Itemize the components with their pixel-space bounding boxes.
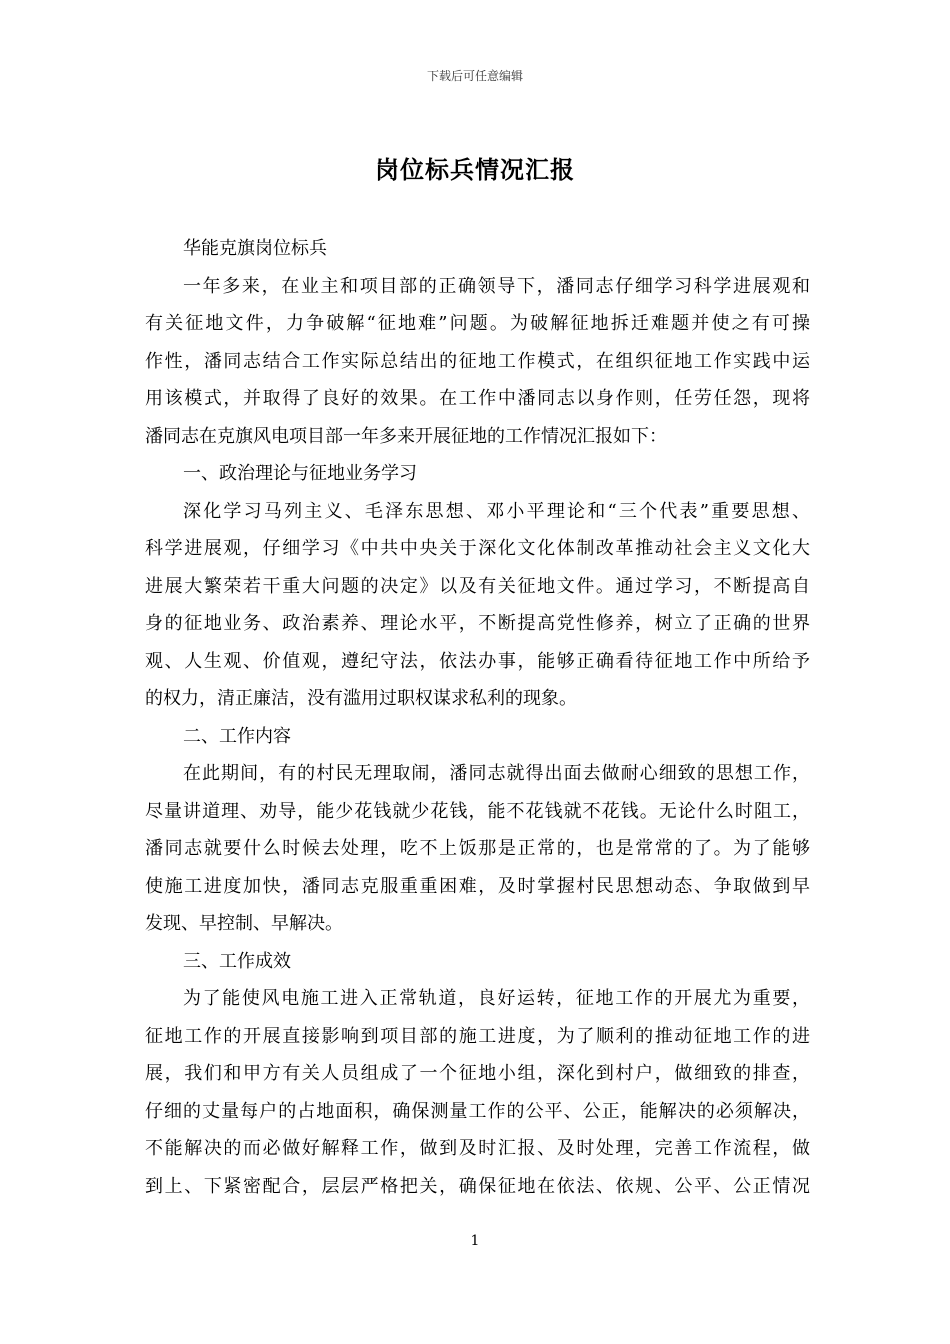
body-text-line: 进展大繁荣若干重大问题的决定》以及有关征地文件。通过学习，不断提高自 <box>145 575 810 597</box>
body-text-line: 潘同志在克旗风电项目部一年多来开展征地的工作情况汇报如下： <box>145 425 667 447</box>
body-text-line: 观、人生观、价值观，遵纪守法，依法办事，能够正确看待征地工作中所给予 <box>145 650 810 672</box>
body-text-line: 到上、下紧密配合，层层严格把关，确保征地在依法、依规、公平、公正情况 <box>145 1175 810 1197</box>
header-note: 下载后可任意编辑 <box>426 69 523 83</box>
body-text-line: 发现、早控制、早解决。 <box>145 913 343 934</box>
body-text-line: 科学进展观，仔细学习《中共中央关于深化文化体制改革推动社会主义文化大 <box>145 538 810 559</box>
document-body <box>145 230 810 1205</box>
page-number: 1 <box>470 1233 480 1249</box>
body-text-line: 在此期间，有的村民无理取闹，潘同志就得出面去做耐心细致的思想工作， <box>183 763 810 784</box>
body-text-line: 尽量讲道理、劝导，能少花钱就少花钱，能不花钱就不花钱。无论什么时阻工， <box>145 800 810 822</box>
body-text-line: 二、工作内容 <box>183 725 291 747</box>
body-text-line: 用该模式，并取得了良好的效果。在工作中潘同志以身作则，任劳任怨，现将 <box>145 388 810 409</box>
body-text-line: 一、政治理论与征地业务学习 <box>183 463 417 484</box>
body-text-line: 作性，潘同志结合工作实际总结出的征地工作模式，在组织征地工作实践中运 <box>145 350 810 372</box>
body-text-line: 不能解决的而必做好解释工作，做到及时汇报、及时处理，完善工作流程，做 <box>145 1138 810 1159</box>
body-text-line: 征地工作的开展直接影响到项目部的施工进度，为了顺利的推动征地工作的进 <box>145 1025 810 1047</box>
body-text-line: 使施工进度加快，潘同志克服重重困难，及时掌握村民思想动态、争取做到早 <box>145 875 810 897</box>
body-text-line: 展，我们和甲方有关人员组成了一个征地小组，深化到村户，做细致的排查， <box>145 1063 810 1084</box>
body-text-line: 为了能使风电施工进入正常轨道，良好运转，征地工作的开展尤为重要， <box>183 988 810 1009</box>
body-text-line: 潘同志就要什么时候去处理，吃不上饭那是正常的，也是常常的了。为了能够 <box>145 838 810 859</box>
body-text-line: 的权力，清正廉洁，没有滥用过职权谋求私利的现象。 <box>145 688 577 709</box>
body-text-line: 仔细的丈量每户的占地面积，确保测量工作的公平、公正，能解决的必须解决， <box>145 1100 810 1122</box>
document-title: 岗位标兵情况汇报 <box>375 155 575 184</box>
body-text-line: 一年多来，在业主和项目部的正确领导下，潘同志仔细学习科学进展观和 <box>183 275 810 297</box>
body-text-line: 有关征地文件，力争破解“征地难”问题。为破解征地拆迁难题并使之有可操 <box>145 313 810 334</box>
body-text-line: 华能克旗岗位标兵 <box>183 238 327 259</box>
body-text-line: 身的征地业务、政治素养、理论水平，不断提高党性修养，树立了正确的世界 <box>145 613 810 634</box>
body-text-line: 三、工作成效 <box>183 950 291 972</box>
body-text-line: 深化学习马列主义、毛泽东思想、邓小平理论和“三个代表”重要思想、 <box>183 500 810 522</box>
